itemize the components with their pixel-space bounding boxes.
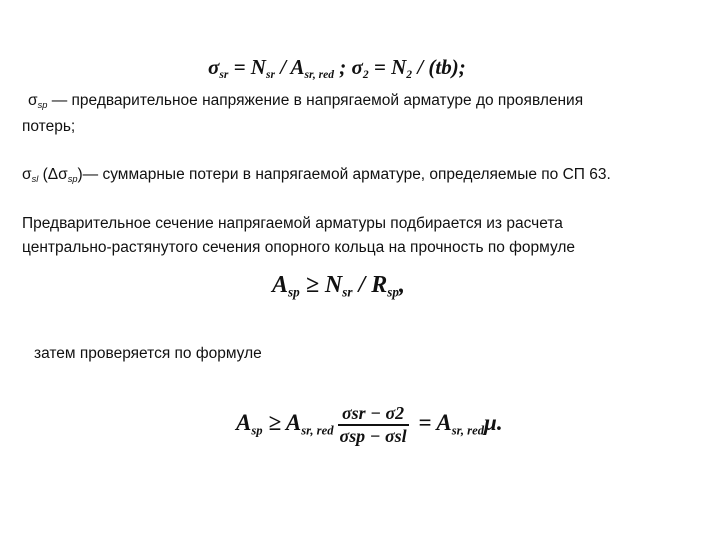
stress-ratio-fraction: $\frac{\text{σsr − σ2}}{\text{σsp − σsl}}$ (339, 403, 407, 446)
section-selection-text: Предварительное сечение напрягаемой арматуры подбирается из расчета (22, 215, 563, 232)
definition-sigma-sl: σsl (Δσsp)— суммарные потери в напрягаемой арматуре, определяемые по СП 63. (22, 166, 611, 184)
check-text: затем проверяется по формуле (34, 345, 262, 362)
definition-sigma-sp: σsp — предварительное напряжение в напрягаемой арматуре до проявления (28, 92, 584, 110)
formula-area-check: $A_{sp} \ge A_{sr, red}$ $\frac{\text{σsr − σ2}}{\text{σsp − σsl}}$ = $A_{sr, red}\mu$. (236, 403, 503, 446)
formula-stress: $\sigma_{sr} = N_{sr} / A_{sr, red}$ ; $\sigma_2 = N_2 / (tb)$; (208, 55, 466, 82)
definition-sigma-sp-cont: потерь; (22, 118, 76, 135)
section-selection-text-cont: центрально-растянутого сечения опорного кольца на прочность по формуле (22, 239, 576, 256)
formula-area-required: $A_{sp} \ge N_{sr} / R_{sp}$, (272, 272, 405, 300)
